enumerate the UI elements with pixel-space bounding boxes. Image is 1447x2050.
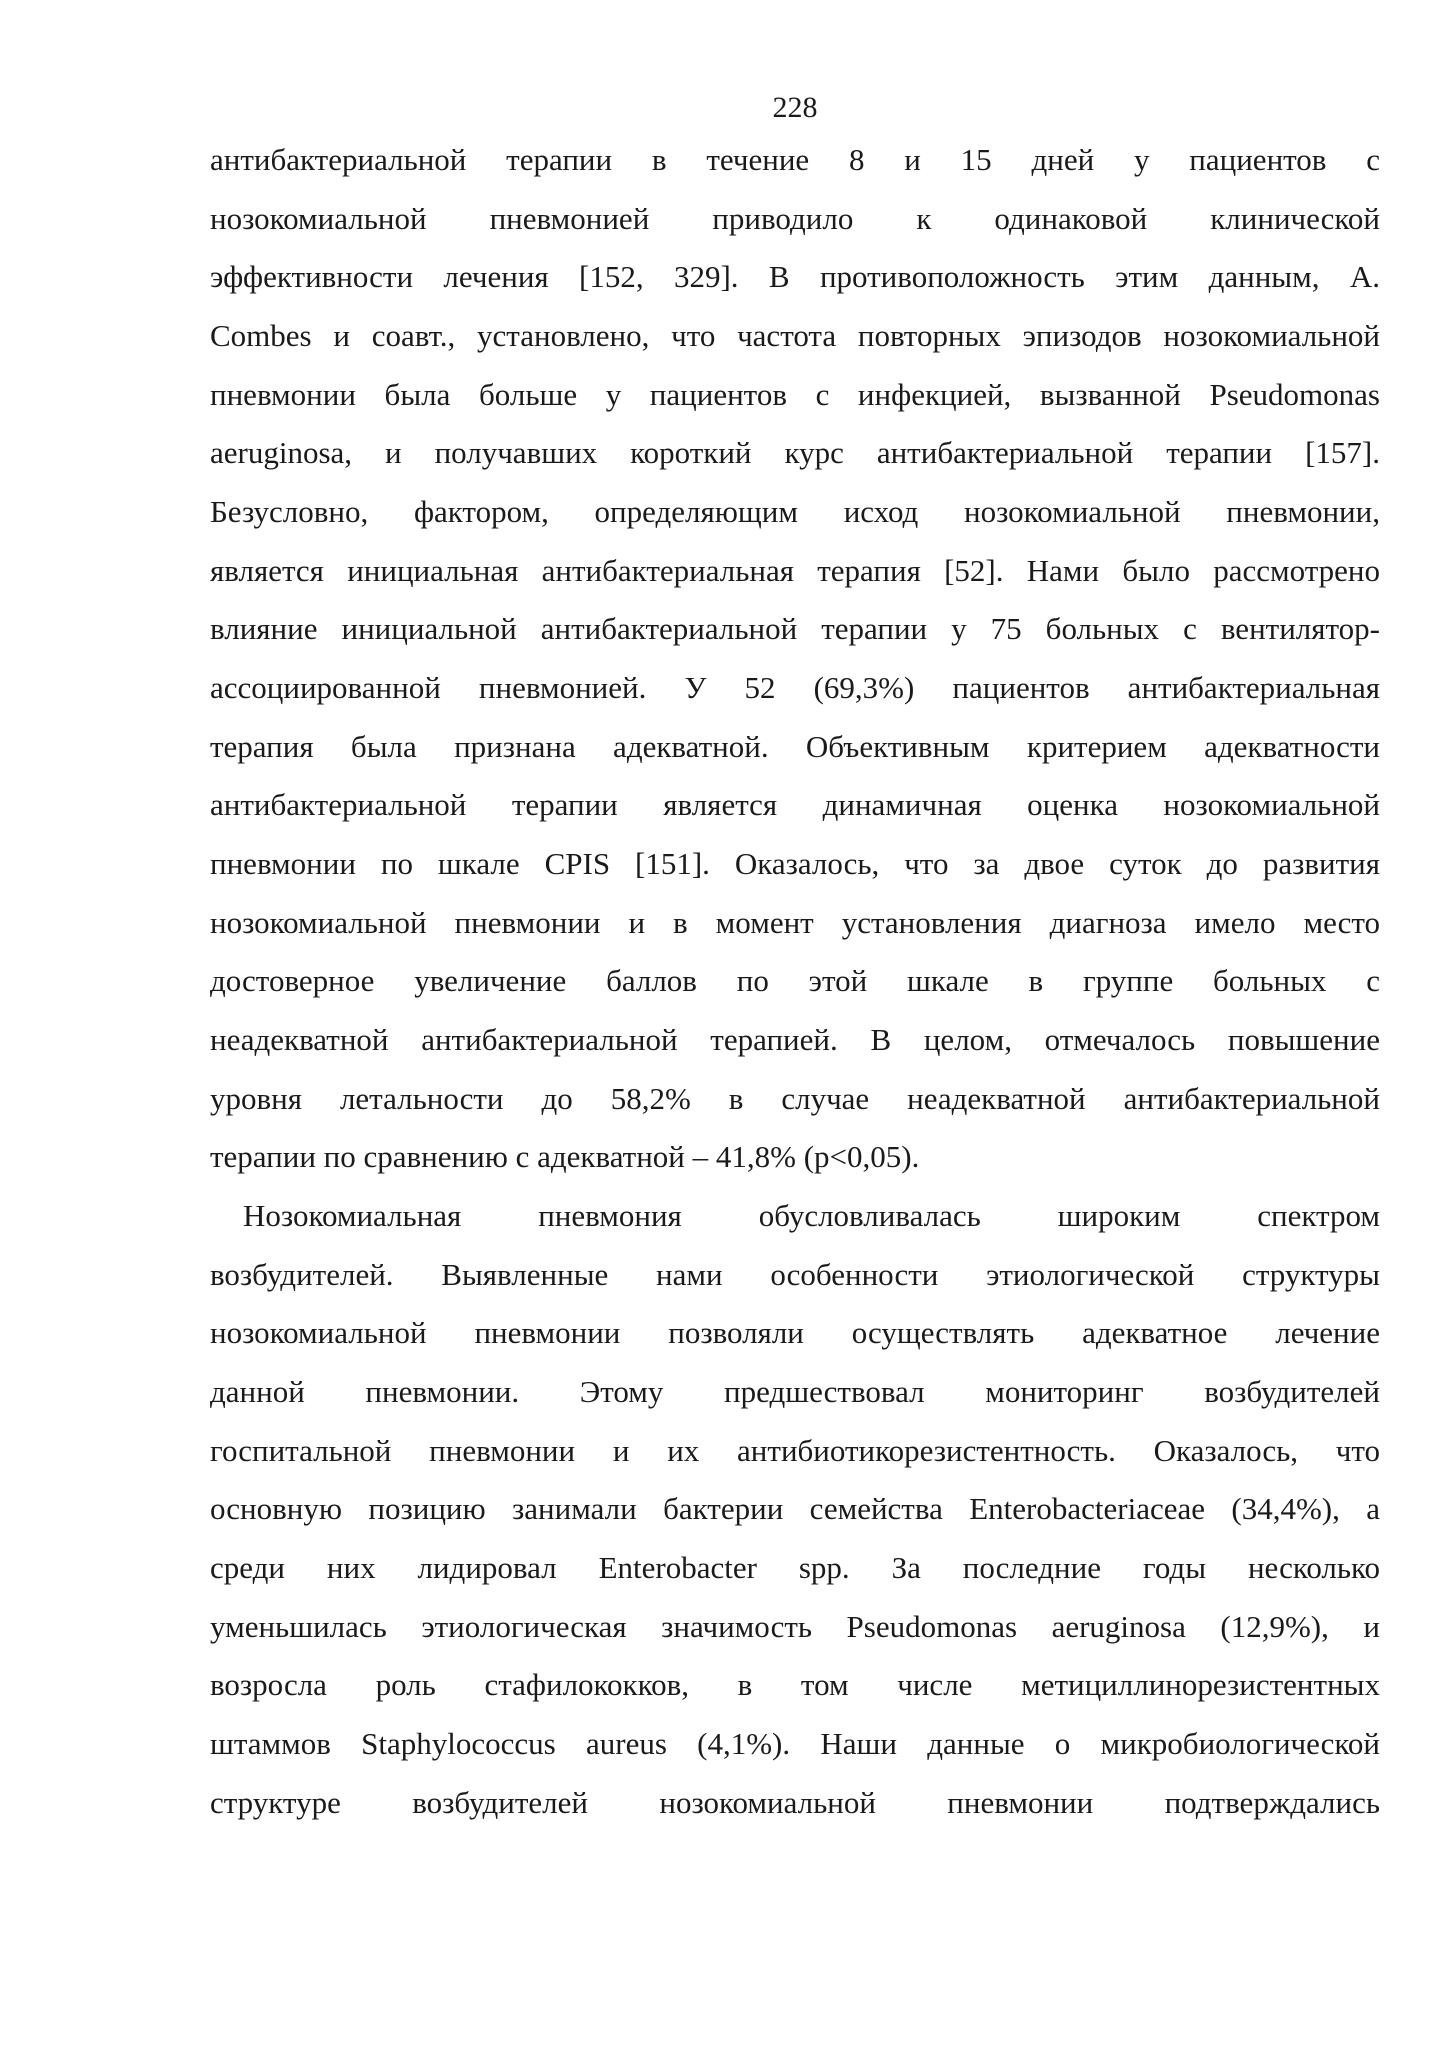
text-line-23: госпитальной пневмонии и их антибиотикорезистентность. Оказалось, что	[210, 1433, 1380, 1468]
text-line-25: среди них лидировал Enterobacter spp. За последние годы несколько	[210, 1550, 1380, 1585]
text-line-26: уменьшилась этиологическая значимость Pseudomonas aeruginosa (12,9%), и	[210, 1609, 1380, 1644]
text-line-4: Combes и соавт., установлено, что частота повторных эпизодов нозокомиальной	[210, 318, 1380, 353]
text-line-7: Безусловно, фактором, определяющим исход нозокомиальной пневмонии,	[210, 494, 1380, 529]
text-line-29: структуре возбудителей нозокомиальной пневмонии подтверждались	[210, 1785, 1380, 1820]
text-line-15: достоверное увеличение баллов по этой шкале в группе больных с	[210, 963, 1380, 998]
text-line-3: эффективности лечения [152, 329]. В противоположность этим данным, А.	[210, 259, 1380, 294]
text-line-19: Нозокомиальная пневмония обусловливалась широким спектром	[243, 1198, 1380, 1233]
text-line-24: основную позицию занимали бактерии семейства Enterobacteriaceae (34,4%), а	[210, 1491, 1380, 1526]
text-line-12: антибактериальной терапии является динамичная оценка нозокомиальной	[210, 787, 1380, 822]
text-line-8: является инициальная антибактериальная терапия [52]. Нами было рассмотрено	[210, 553, 1380, 588]
text-line-20: возбудителей. Выявленные нами особенности этиологической структуры	[210, 1257, 1380, 1292]
text-line-28: штаммов Staphylococcus aureus (4,1%). Наши данные о микробиологической	[210, 1726, 1380, 1761]
text-line-16: неадекватной антибактериальной терапией. В целом, отмечалось повышение	[210, 1022, 1380, 1057]
text-line-5: пневмонии была больше у пациентов с инфекцией, вызванной Pseudomonas	[210, 377, 1380, 412]
text-line-9: влияние инициальной антибактериальной терапии у 75 больных с вентилятор-	[210, 611, 1380, 646]
text-line-21: нозокомиальной пневмонии позволяли осуществлять адекватное лечение	[210, 1315, 1380, 1350]
text-line-22: данной пневмонии. Этому предшествовал мониторинг возбудителей	[210, 1374, 1380, 1409]
text-line-13: пневмонии по шкале CPIS [151]. Оказалось, что за двое суток до развития	[210, 846, 1380, 881]
text-line-6: aeruginosa, и получавших короткий курс антибактериальной терапии [157].	[210, 435, 1380, 470]
text-line-14: нозокомиальной пневмонии и в момент установления диагноза имело место	[210, 905, 1380, 940]
text-line-27: возросла роль стафилококков, в том числе метициллинорезистентных	[210, 1667, 1380, 1702]
text-line-17: уровня летальности до 58,2% в случае неадекватной антибактериальной	[210, 1081, 1380, 1116]
text-line-11: терапия была признана адекватной. Объективным критерием адекватности	[210, 729, 1380, 764]
text-line-10: ассоциированной пневмонией. У 52 (69,3%) пациентов антибактериальная	[210, 670, 1380, 705]
text-line-18: терапии по сравнению с адекватной – 41,8% (p<0,05).	[210, 1139, 920, 1174]
text-line-1: антибактериальной терапии в течение 8 и 15 дней у пациентов с	[210, 142, 1380, 177]
page-number: 228	[772, 91, 818, 124]
text-line-2: нозокомиальной пневмонией приводило к одинаковой клинической	[210, 201, 1380, 236]
